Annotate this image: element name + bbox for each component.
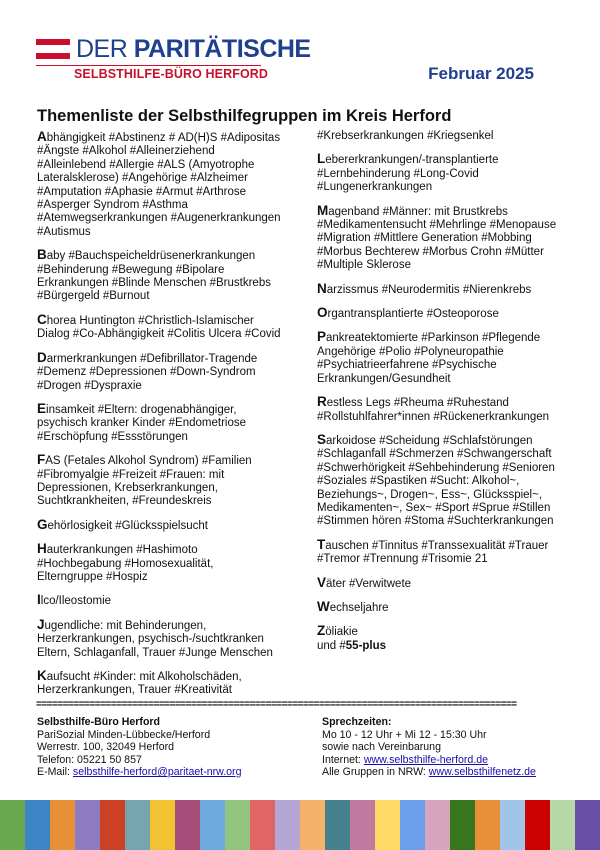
logo-name (76, 36, 311, 62)
entry-initial: Z (317, 623, 326, 639)
final-line-prefix: und # (317, 639, 346, 652)
color-stripe (250, 800, 275, 850)
logo-name-light: DER (76, 35, 134, 63)
entry-text: horea Huntington #Christlich-Islamischer Dialog #Co-Abhängigkeit #Colitis Ulcera #Covid (37, 314, 281, 341)
topic-entry (37, 669, 282, 698)
entry-text: insamkeit #Eltern: drogenabhängiger, psychisch kranker Kinder #Endometriose #Erschöpfung #Essstörungen (37, 403, 247, 443)
logo-subtitle: SELBSTHILFE-BÜRO HERFORD (74, 67, 269, 81)
color-stripe (350, 800, 375, 850)
entry-text: lco/Ileostomie (40, 595, 112, 608)
divider: ========================================================================================== (36, 701, 517, 709)
hours-appointment: sowie nach Vereinbarung (322, 741, 441, 753)
color-stripe (575, 800, 600, 850)
color-stripe (425, 800, 450, 850)
entry-initial: N (317, 280, 327, 296)
entry-text: agenband #Männer: mit Brustkrebs #Medikamentensucht #Mehrlinge #Menopause #Migration #Mittlere Generation #Mobbing #Morbus Bechterew #Morbus Crohn #Mütter #Multiple Sklerose (317, 205, 557, 272)
topic-entry (37, 351, 282, 393)
color-stripe (525, 800, 550, 850)
entry-text: arzissmus #Neurodermitis #Nierenkrebs (326, 283, 532, 296)
topic-entry (37, 542, 282, 584)
topic-entry (37, 248, 282, 304)
color-stripe (25, 800, 50, 850)
final-line-bold: 55-plus (345, 639, 387, 652)
footer-email-link[interactable]: selbsthilfe-herford@paritaet-nrw.org (72, 766, 242, 778)
topic-entry (37, 402, 282, 444)
logo-name-bold: PARITÄTISCHE (133, 35, 311, 63)
topic-entry (317, 282, 562, 297)
color-stripe (225, 800, 250, 850)
entry-initial: O (317, 305, 328, 321)
logo (36, 35, 311, 86)
hours-line: Mo 10 - 12 Uhr + Mi 12 - 15:30 Uhr (322, 728, 487, 741)
footer-email-row (37, 766, 287, 779)
topic-entry (317, 330, 562, 386)
hours-heading: Sprechzeiten: (322, 716, 392, 728)
topic-entry (317, 395, 562, 424)
topic-entry (317, 306, 562, 321)
topic-entry (317, 576, 562, 591)
topic-entry (37, 593, 282, 608)
color-stripe (400, 800, 425, 850)
topic-column-right (317, 130, 562, 653)
color-stripe (475, 800, 500, 850)
entry-text: rgantransplantierte #Osteoporose (327, 308, 499, 321)
nrw-row (322, 766, 572, 779)
entry-text: auterkrankungen #Hashimoto #Hochbegabung #Homosexualität, Elterngruppe #Hospiz (37, 544, 214, 583)
entry-text: armerkrankungen #Defibrillator-Tragende #Demenz #Depressionen #Down-Syndrom #Drogen #Dyspraxie (37, 352, 258, 392)
topic-entry (37, 130, 282, 239)
entry-text: arkoidose #Scheidung #Schlafstörungen #Schlaganfall #Schmerzen #Schwangerschaft #Schwerhörigkeit #Sehbehinderung #Senioren #Soziales #Spastiken #Sucht: Alkohol~, Beziehungs~, Drogen~, Ess~, Glücksspiel~, Medikamenten~, Sex~ #Sport #Sprue #Stillen #Stimmen hören #Stoma #Suchterkrankungen (317, 434, 555, 528)
entry-initial: L (317, 151, 326, 167)
footer-phone: Telefon: 05221 50 857 (37, 753, 142, 766)
entry-initial: S (317, 431, 327, 447)
color-stripe (50, 800, 75, 850)
footer-email-label: E-Mail: (37, 766, 73, 778)
footer-heading: Selbsthilfe-Büro Herford (37, 716, 161, 728)
entry-initial: D (37, 349, 47, 365)
color-stripe (75, 800, 100, 850)
entry-initial: V (317, 574, 327, 590)
topic-entry (37, 453, 282, 509)
entry-text: ankreatektomierte #Parkinson #Pflegende Angehörige #Polio #Polyneuropathie #Psychiatrieerfahrene #Psychische Erkrankungen/Gesundheit (317, 332, 541, 385)
entry-initial: P (317, 329, 327, 345)
topic-entry (37, 518, 282, 533)
internet-row (322, 754, 572, 767)
topic-entry (37, 618, 282, 660)
entry-initial: A (37, 129, 47, 144)
color-stripe (450, 800, 475, 850)
entry-text: auschen #Tinnitus #Transsexualität #Trauer #Tremor #Trennung #Trisomie 21 (317, 539, 549, 566)
topic-entry (317, 433, 562, 529)
footer-address: Werrestr. 100, 32049 Herford (37, 741, 175, 753)
color-stripe (300, 800, 325, 850)
topic-entry (317, 130, 562, 143)
color-stripe (375, 800, 400, 850)
entry-initial: T (317, 536, 326, 552)
topic-entry (317, 152, 562, 194)
entry-initial: F (37, 452, 46, 468)
color-stripe (500, 800, 525, 850)
color-stripe (125, 800, 150, 850)
footer-org: PariSozial Minden-Lübbecke/Herford (37, 728, 211, 741)
color-stripe-banner (0, 800, 600, 850)
entry-initial: I (37, 592, 41, 608)
topic-entry (317, 600, 562, 615)
logo-rule (36, 65, 261, 66)
color-stripe (550, 800, 575, 850)
topic-entry (317, 624, 562, 639)
entry-text: äter #Verwitwete (326, 577, 412, 590)
color-stripe (175, 800, 200, 850)
entry-initial: J (37, 616, 45, 632)
entry-initial: B (37, 247, 47, 263)
color-stripe (275, 800, 300, 850)
entry-text: AS (Fetales Alkohol Syndrom) #Familien #Fibromyalgie #Freizeit #Frauen: mit Depressionen, Krebserkrankungen, Suchtkrankheiten, #Freundeskreis (37, 455, 252, 508)
entry-text: estless Legs #Rheuma #Ruhestand #Rollstuhlfahrer*innen #Rückenerkrankungen (317, 397, 550, 423)
color-stripe (200, 800, 225, 850)
entry-text: ehörlosigkeit #Glücksspielsucht (47, 519, 208, 532)
color-stripe (150, 800, 175, 850)
entry-initial: H (37, 541, 47, 557)
color-stripe (325, 800, 350, 850)
topic-entry (317, 204, 562, 273)
internet-link[interactable]: www.selbsthilfe-herford.de (363, 753, 489, 766)
entry-initial: R (317, 394, 327, 410)
color-stripe (100, 800, 125, 850)
entry-initial: E (37, 400, 47, 416)
entry-initial: G (37, 516, 48, 532)
internet-label: Internet: (322, 753, 364, 766)
entry-text: bhängigkeit #Abstinenz # AD(H)S #Adipositas #Ängste #Alkohol #Alleinerziehend #Alleinlebend #Allergie #ALS (Amyotrophe Lateralsklerose) #Angehörige #Alzheimer #Amputation #Aphasie #Armut #Arthrose #Asperger Syndrom #Asthma #Atemwegserkrankungen #Augenerkrankungen #Autismus (37, 132, 281, 238)
nrw-label: Alle Gruppen in NRW: (322, 766, 429, 778)
topic-column-left (37, 130, 282, 707)
topic-entry (317, 538, 562, 567)
entry-text: ugendliche: mit Behinderungen, Herzerkrankungen, psychisch-/suchtkranken Eltern, Schlaganfall, Trauer #Junge Menschen (37, 619, 273, 659)
page-title: Themenliste der Selbsthilfegruppen im Kreis Herford (37, 107, 452, 125)
entry-text: ebererkrankungen/-transplantierte #Lernbehinderung #Long-Covid #Lungenerkrankungen (317, 154, 499, 194)
entry-initial: C (37, 311, 47, 327)
entry-initial: M (317, 202, 329, 218)
entry-text: öliakie (325, 626, 358, 639)
entry-text: #Krebserkrankungen #Kriegsenkel (317, 130, 494, 142)
nrw-link[interactable]: www.selbsthilfenetz.de (428, 766, 536, 778)
footer-hours (322, 716, 572, 779)
entry-initial: W (317, 598, 330, 614)
color-stripe (0, 800, 25, 850)
entry-text: echseljahre (329, 601, 389, 614)
final-line (317, 640, 562, 653)
logo-flag-icon (36, 39, 70, 59)
footer-contact (37, 716, 287, 779)
issue-date: Februar 2025 (428, 64, 534, 83)
topic-entry (37, 313, 282, 342)
entry-initial: K (37, 668, 47, 683)
entry-text: aufsucht #Kinder: mit Alkoholschäden, Herzerkrankungen, Trauer #Kreativität (37, 671, 242, 697)
entry-text: aby #Bauchspeicheldrüsenerkrankungen #Behinderung #Bewegung #Bipolare Erkrankungen #Blinde Menschen #Brustkrebs #Bürgergeld #Burnout (37, 250, 271, 303)
